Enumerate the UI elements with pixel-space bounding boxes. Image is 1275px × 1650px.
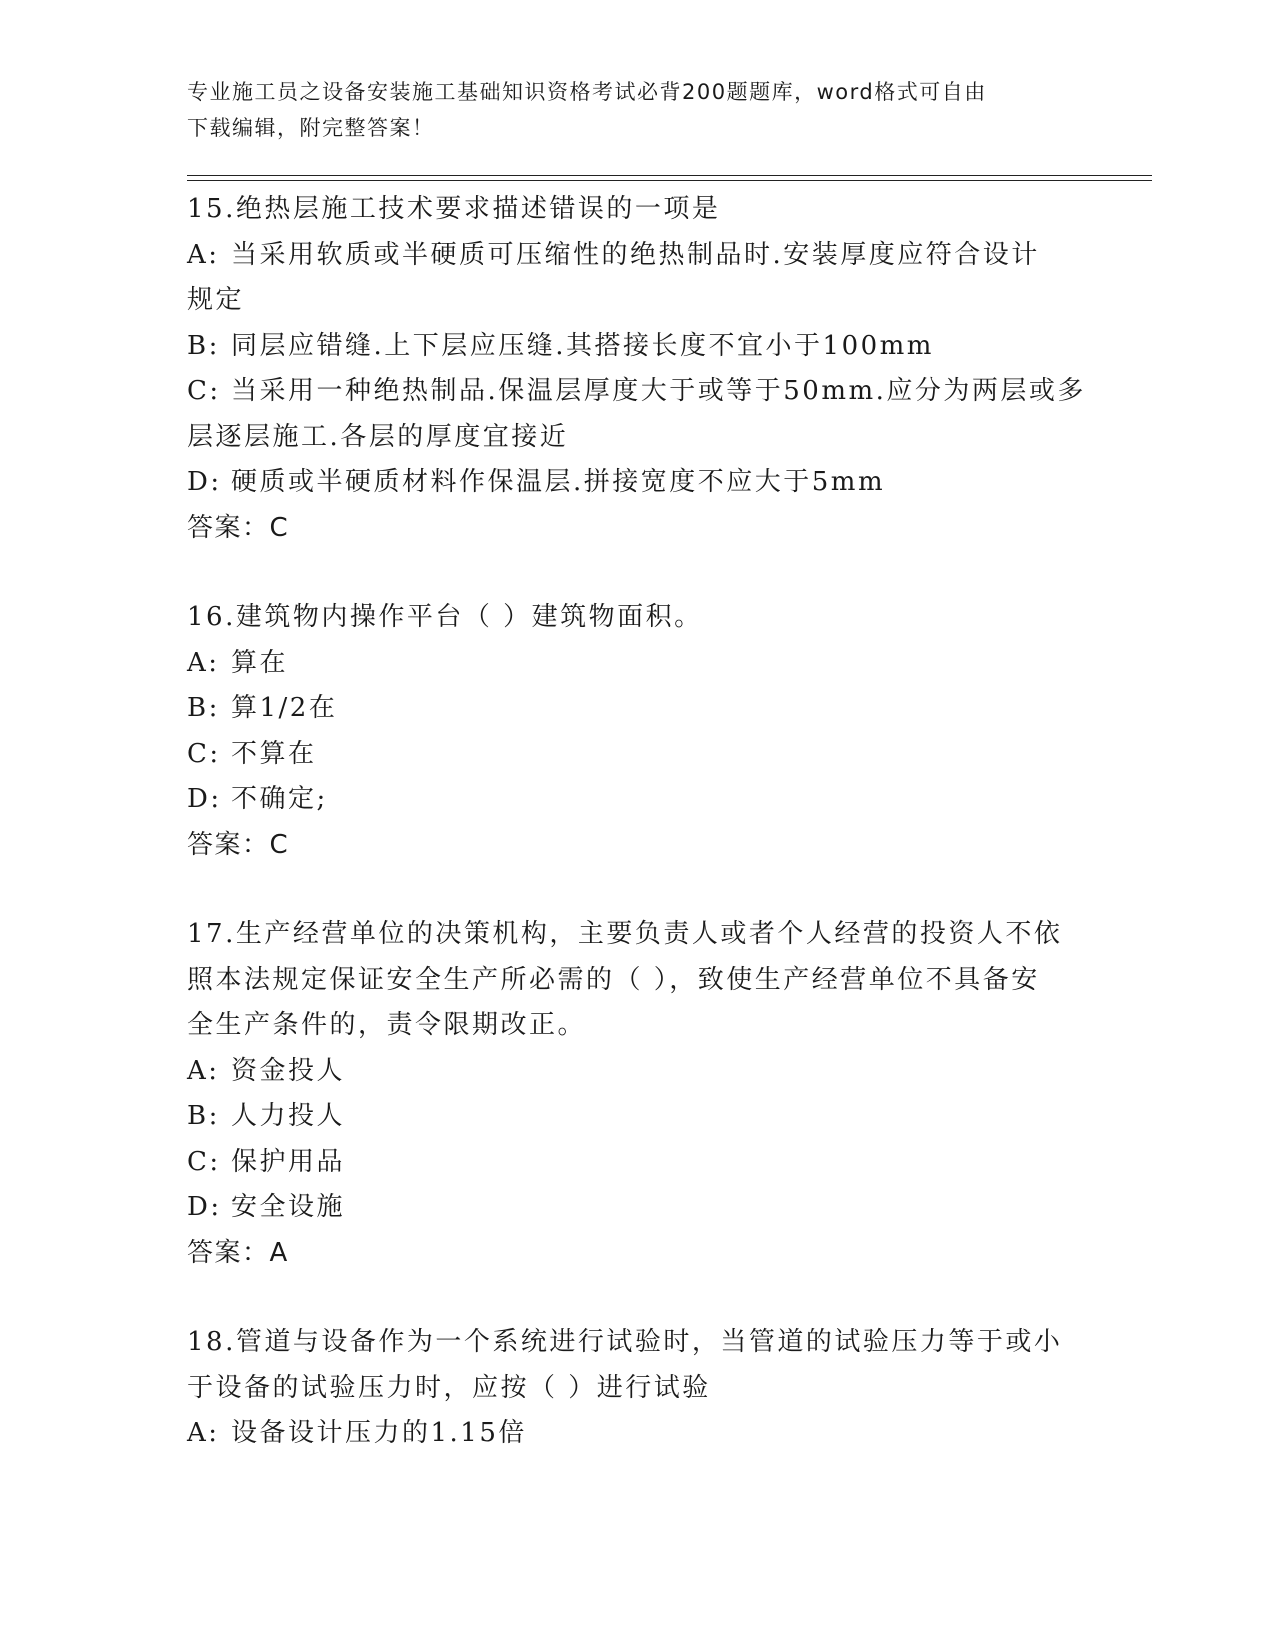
option-line: [187, 686, 1087, 732]
question-stem: 17.生产经营单位的决策机构，主要负责人或者个人经营的投资人不依: [187, 919, 1063, 949]
question-stem: 照本法规定保证安全生产所必需的（ ），致使生产经营单位不具备安: [187, 964, 1040, 995]
document-header: [187, 74, 1067, 146]
option-letter: B:: [187, 693, 220, 723]
option-text: 当采用软质或半硬质可压缩性的绝热制品时.安装厚度应符合设计: [231, 239, 1040, 270]
header-divider-top: [187, 175, 1152, 176]
option-text: 不确定;: [231, 784, 328, 814]
option-line: [187, 415, 1087, 461]
answer-line: 答案：C: [187, 829, 290, 860]
option-letter: D:: [187, 467, 222, 497]
option-text: 规定: [187, 285, 245, 315]
option-text: 保护用品: [231, 1146, 346, 1177]
option-letter: B:: [187, 330, 220, 361]
option-text: 不算在: [231, 738, 317, 769]
option-text: 当采用一种绝热制品.保温层厚度大于或等于50mm.应分为两层或多: [231, 376, 1086, 406]
option-letter: C:: [187, 738, 221, 769]
option-letter: A:: [187, 647, 220, 678]
option-letter: C:: [187, 1146, 221, 1177]
option-line: [187, 1049, 1087, 1095]
question-list: [187, 187, 1087, 1501]
question-stem: 18.管道与设备作为一个系统进行试验时，当管道的试验压力等于或小: [187, 1327, 1063, 1357]
option-letter: A:: [187, 239, 220, 270]
option-text: 层逐层施工.各层的厚度宜接近: [187, 421, 569, 452]
option-line: [187, 278, 1087, 324]
option-line: [187, 324, 1087, 370]
option-text: 算在: [231, 647, 289, 678]
option-letter: C:: [187, 376, 221, 406]
option-letter: A:: [187, 1418, 220, 1448]
option-line: [187, 1140, 1087, 1186]
answer-line: 答案：A: [187, 1237, 289, 1268]
question-block: [187, 187, 1087, 551]
option-text: 硬质或半硬质材料作保温层.拼接宽度不应大于5mm: [231, 467, 886, 497]
option-text: 人力投人: [231, 1101, 346, 1131]
option-line: [187, 732, 1087, 778]
header-line-1: 专业施工员之设备安装施工基础知识资格考试必背200题题库，word格式可自由: [187, 80, 987, 104]
option-letter: D:: [187, 1192, 222, 1222]
question-block: [187, 1320, 1087, 1457]
option-text: 安全设施: [231, 1192, 346, 1222]
option-line: [187, 1185, 1087, 1231]
option-line: [187, 1411, 1087, 1457]
answer-line: 答案：C: [187, 512, 290, 543]
question-stem: 15.绝热层施工技术要求描述错误的一项是: [187, 194, 721, 224]
header-divider-bottom: [187, 180, 1152, 181]
option-line: [187, 641, 1087, 687]
option-text: 算1/2在: [231, 693, 338, 723]
question-block: [187, 912, 1087, 1276]
option-text: 同层应错缝.上下层应压缝.其搭接长度不宜小于100mm: [231, 330, 934, 361]
option-line: [187, 369, 1087, 415]
question-stem: 于设备的试验压力时，应按（ ）进行试验: [187, 1372, 711, 1403]
option-line: [187, 460, 1087, 506]
option-line: [187, 1094, 1087, 1140]
option-text: 资金投人: [231, 1055, 346, 1086]
question-stem: 16.建筑物内操作平台（ ）建筑物面积。: [187, 602, 703, 632]
option-text: 设备设计压力的1.15倍: [231, 1418, 527, 1448]
option-letter: A:: [187, 1055, 220, 1086]
option-line: [187, 777, 1087, 823]
option-line: [187, 233, 1087, 279]
option-letter: D:: [187, 784, 222, 814]
question-stem: 全生产条件的，责令限期改正。: [187, 1010, 587, 1040]
option-letter: B:: [187, 1101, 220, 1131]
header-line-2: 下载编辑，附完整答案！: [187, 116, 435, 140]
question-block: [187, 595, 1087, 868]
